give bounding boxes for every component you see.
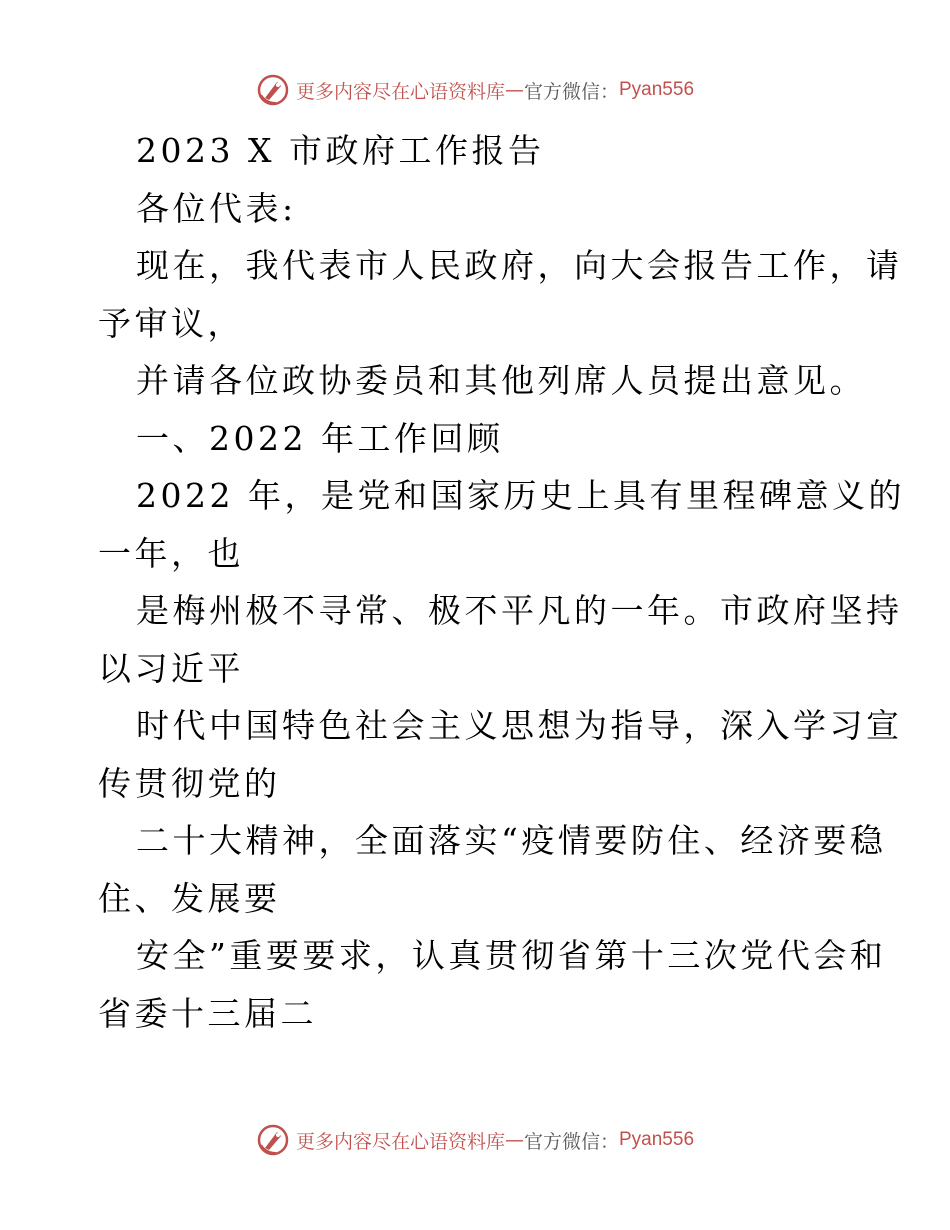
banner-title: 更多内容尽在心语资料库 <box>295 80 505 103</box>
paragraph-line: 时代中国特色社会主义思想为指导，深入学习宣 <box>136 706 903 745</box>
paragraph-line: 省委十三届二 <box>98 993 317 1033</box>
pen-nib-circle-icon <box>256 1123 290 1157</box>
paragraph-line: 住、发展要 <box>98 878 281 918</box>
pen-nib-circle-icon <box>256 73 290 107</box>
banner-title: 更多内容尽在心语资料库 <box>295 1130 505 1153</box>
footer-banner <box>0 1120 950 1160</box>
paragraph-line: 传贯彻党的 <box>98 763 281 803</box>
paragraph-line: 二十大精神，全面落实“疫情要防住、经济要稳 <box>136 821 887 860</box>
paragraph-line: 一年，也 <box>98 533 244 573</box>
paragraph-line: 现在，我代表市人民政府，向大会报告工作，请 <box>136 246 903 285</box>
banner-wechat-id: Pyan556 <box>619 79 695 100</box>
paragraph-line: 安全”重要要求，认真贯彻省第十三次党代会和 <box>136 936 887 975</box>
banner-dash: — <box>504 79 524 101</box>
banner-wechat-id: Pyan556 <box>619 1129 695 1150</box>
paragraph-line: 以习近平 <box>98 648 244 688</box>
banner-dash: — <box>504 1129 524 1151</box>
banner-wechat-label: 官方微信： <box>523 80 619 103</box>
salutation: 各位代表: <box>136 188 297 228</box>
paragraph-line: 予审议， <box>98 303 244 343</box>
paragraph-line: 是梅州极不寻常、极不平凡的一年。市政府坚持 <box>136 591 903 630</box>
document-body <box>98 122 905 1042</box>
paragraph-line: 并请各位政协委员和其他列席人员提出意见。 <box>136 361 866 400</box>
document-title: 2023 X 市政府工作报告 <box>136 131 545 170</box>
paragraph-line: 2022 年，是党和国家历史上具有里程碑意义的 <box>136 476 905 515</box>
section-heading: 一、2022 年工作回顾 <box>136 418 504 458</box>
banner-wechat-label: 官方微信： <box>523 1130 619 1153</box>
header-banner <box>0 70 950 110</box>
